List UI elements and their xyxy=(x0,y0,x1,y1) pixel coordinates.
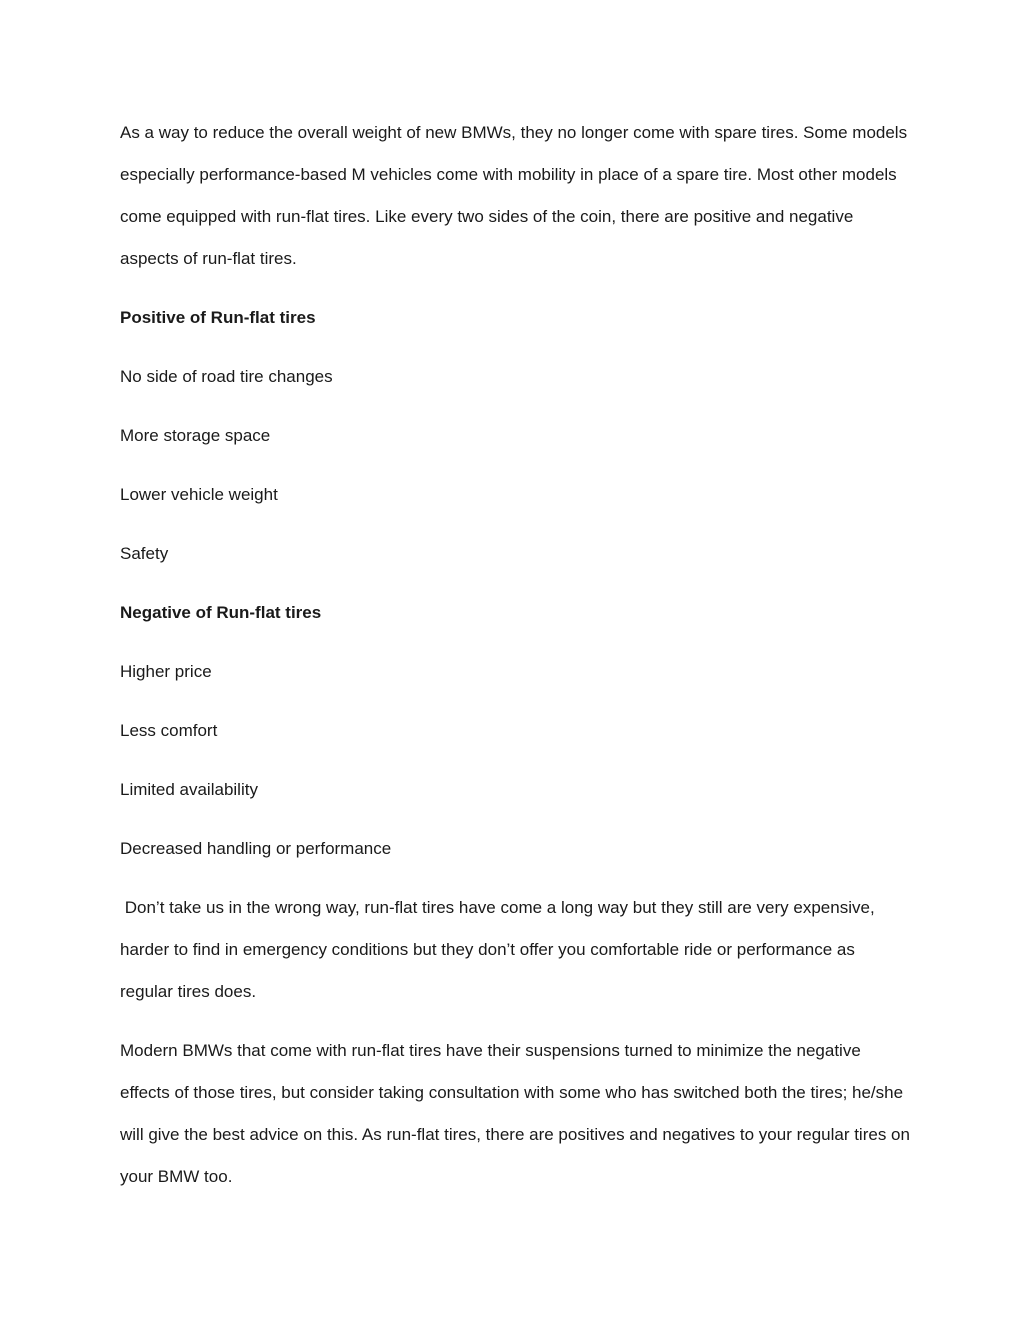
positive-item: No side of road tire changes xyxy=(120,367,333,386)
intro-paragraph: As a way to reduce the overall weight of new BMWs, they no longer come with spare tires. Some models especially performance-based M vehicles come with mobility in place of a spare tire. Most other models come equipped with run-flat tires. Like every two sides of the coin, there are positive and negative aspects of run-flat tires. xyxy=(120,123,908,268)
paragraph-3: Modern BMWs that come with run-flat tires have their suspensions turned to minimize the negative effects of those tires, but consider taking consultation with some who has switched both the tires; he/she will give the best advice on this. As run-flat tires, there are positives and negatives to your regular tires on your BMW too. xyxy=(120,1041,910,1186)
negative-item: Limited availability xyxy=(120,780,258,799)
positive-item: More storage space xyxy=(120,426,271,445)
negative-heading: Negative of Run-flat tires xyxy=(120,603,322,622)
negative-item: Higher price xyxy=(120,662,212,681)
negative-item: Decreased handling or performance xyxy=(120,839,392,858)
positive-item: Lower vehicle weight xyxy=(120,485,278,504)
positive-item: Safety xyxy=(120,544,169,563)
document-page xyxy=(120,112,910,1198)
paragraph-2: Don’t take us in the wrong way, run-flat tires have come a long way but they still are very expensive, harder to find in emergency conditions but they don’t offer you comfortable ride or performance as regular tires does. xyxy=(120,898,880,1001)
negative-item: Less comfort xyxy=(120,721,218,740)
positive-heading: Positive of Run-flat tires xyxy=(120,308,316,327)
